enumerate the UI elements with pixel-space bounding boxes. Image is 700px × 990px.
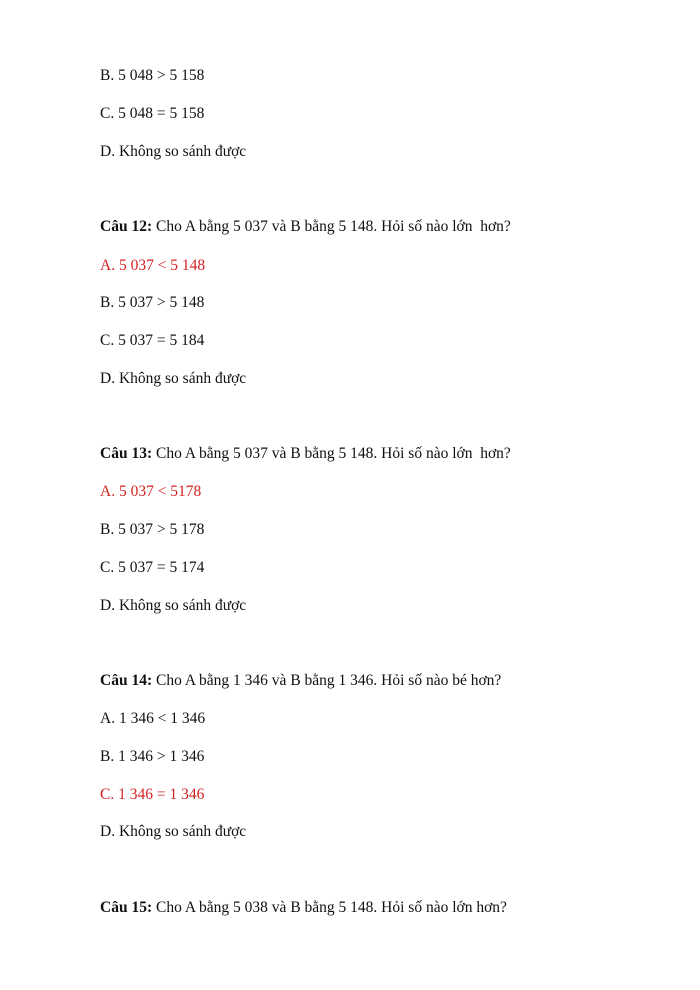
answer-option-c: C. 5 048 = 5 158 <box>100 105 205 122</box>
question-number: Câu 13: <box>100 445 153 462</box>
answer-option-d: D. Không so sánh được <box>100 370 247 387</box>
question-15 <box>100 898 507 918</box>
answer-option-c: C. 5 037 = 5 174 <box>100 559 205 576</box>
question-number: Câu 12: <box>100 218 153 235</box>
question-number: Câu 14: <box>100 672 153 689</box>
answer-option-b: B. 5 037 > 5 178 <box>100 521 205 538</box>
answer-option-d: D. Không so sánh được <box>100 823 247 840</box>
question-12 <box>100 217 511 237</box>
answer-option-d: D. Không so sánh được <box>100 597 247 614</box>
answer-option-a-correct: A. 5 037 < 5178 <box>100 483 202 500</box>
answer-option-c-correct: C. 1 346 = 1 346 <box>100 786 205 803</box>
answer-option-a-correct: A. 5 037 < 5 148 <box>100 257 206 274</box>
question-text: Cho A bằng 5 038 và B bằng 5 148. Hỏi số nào lớn hơn? <box>152 899 507 916</box>
question-number: Câu 15: <box>100 899 153 916</box>
answer-option-d: D. Không so sánh được <box>100 143 247 160</box>
question-text: Cho A bằng 5 037 và B bằng 5 148. Hỏi số nào lớn hơn? <box>152 218 511 235</box>
question-text: Cho A bằng 1 346 và B bằng 1 346. Hỏi số nào bé hơn? <box>152 672 502 689</box>
question-13 <box>100 444 511 464</box>
question-14 <box>100 671 501 691</box>
answer-option-b: B. 5 037 > 5 148 <box>100 294 205 311</box>
question-text: Cho A bằng 5 037 và B bằng 5 148. Hỏi số nào lớn hơn? <box>152 445 511 462</box>
answer-option-b: B. 1 346 > 1 346 <box>100 748 205 765</box>
answer-option-a: A. 1 346 < 1 346 <box>100 710 206 727</box>
answer-option-c: C. 5 037 = 5 184 <box>100 332 205 349</box>
answer-option-b: B. 5 048 > 5 158 <box>100 67 205 84</box>
